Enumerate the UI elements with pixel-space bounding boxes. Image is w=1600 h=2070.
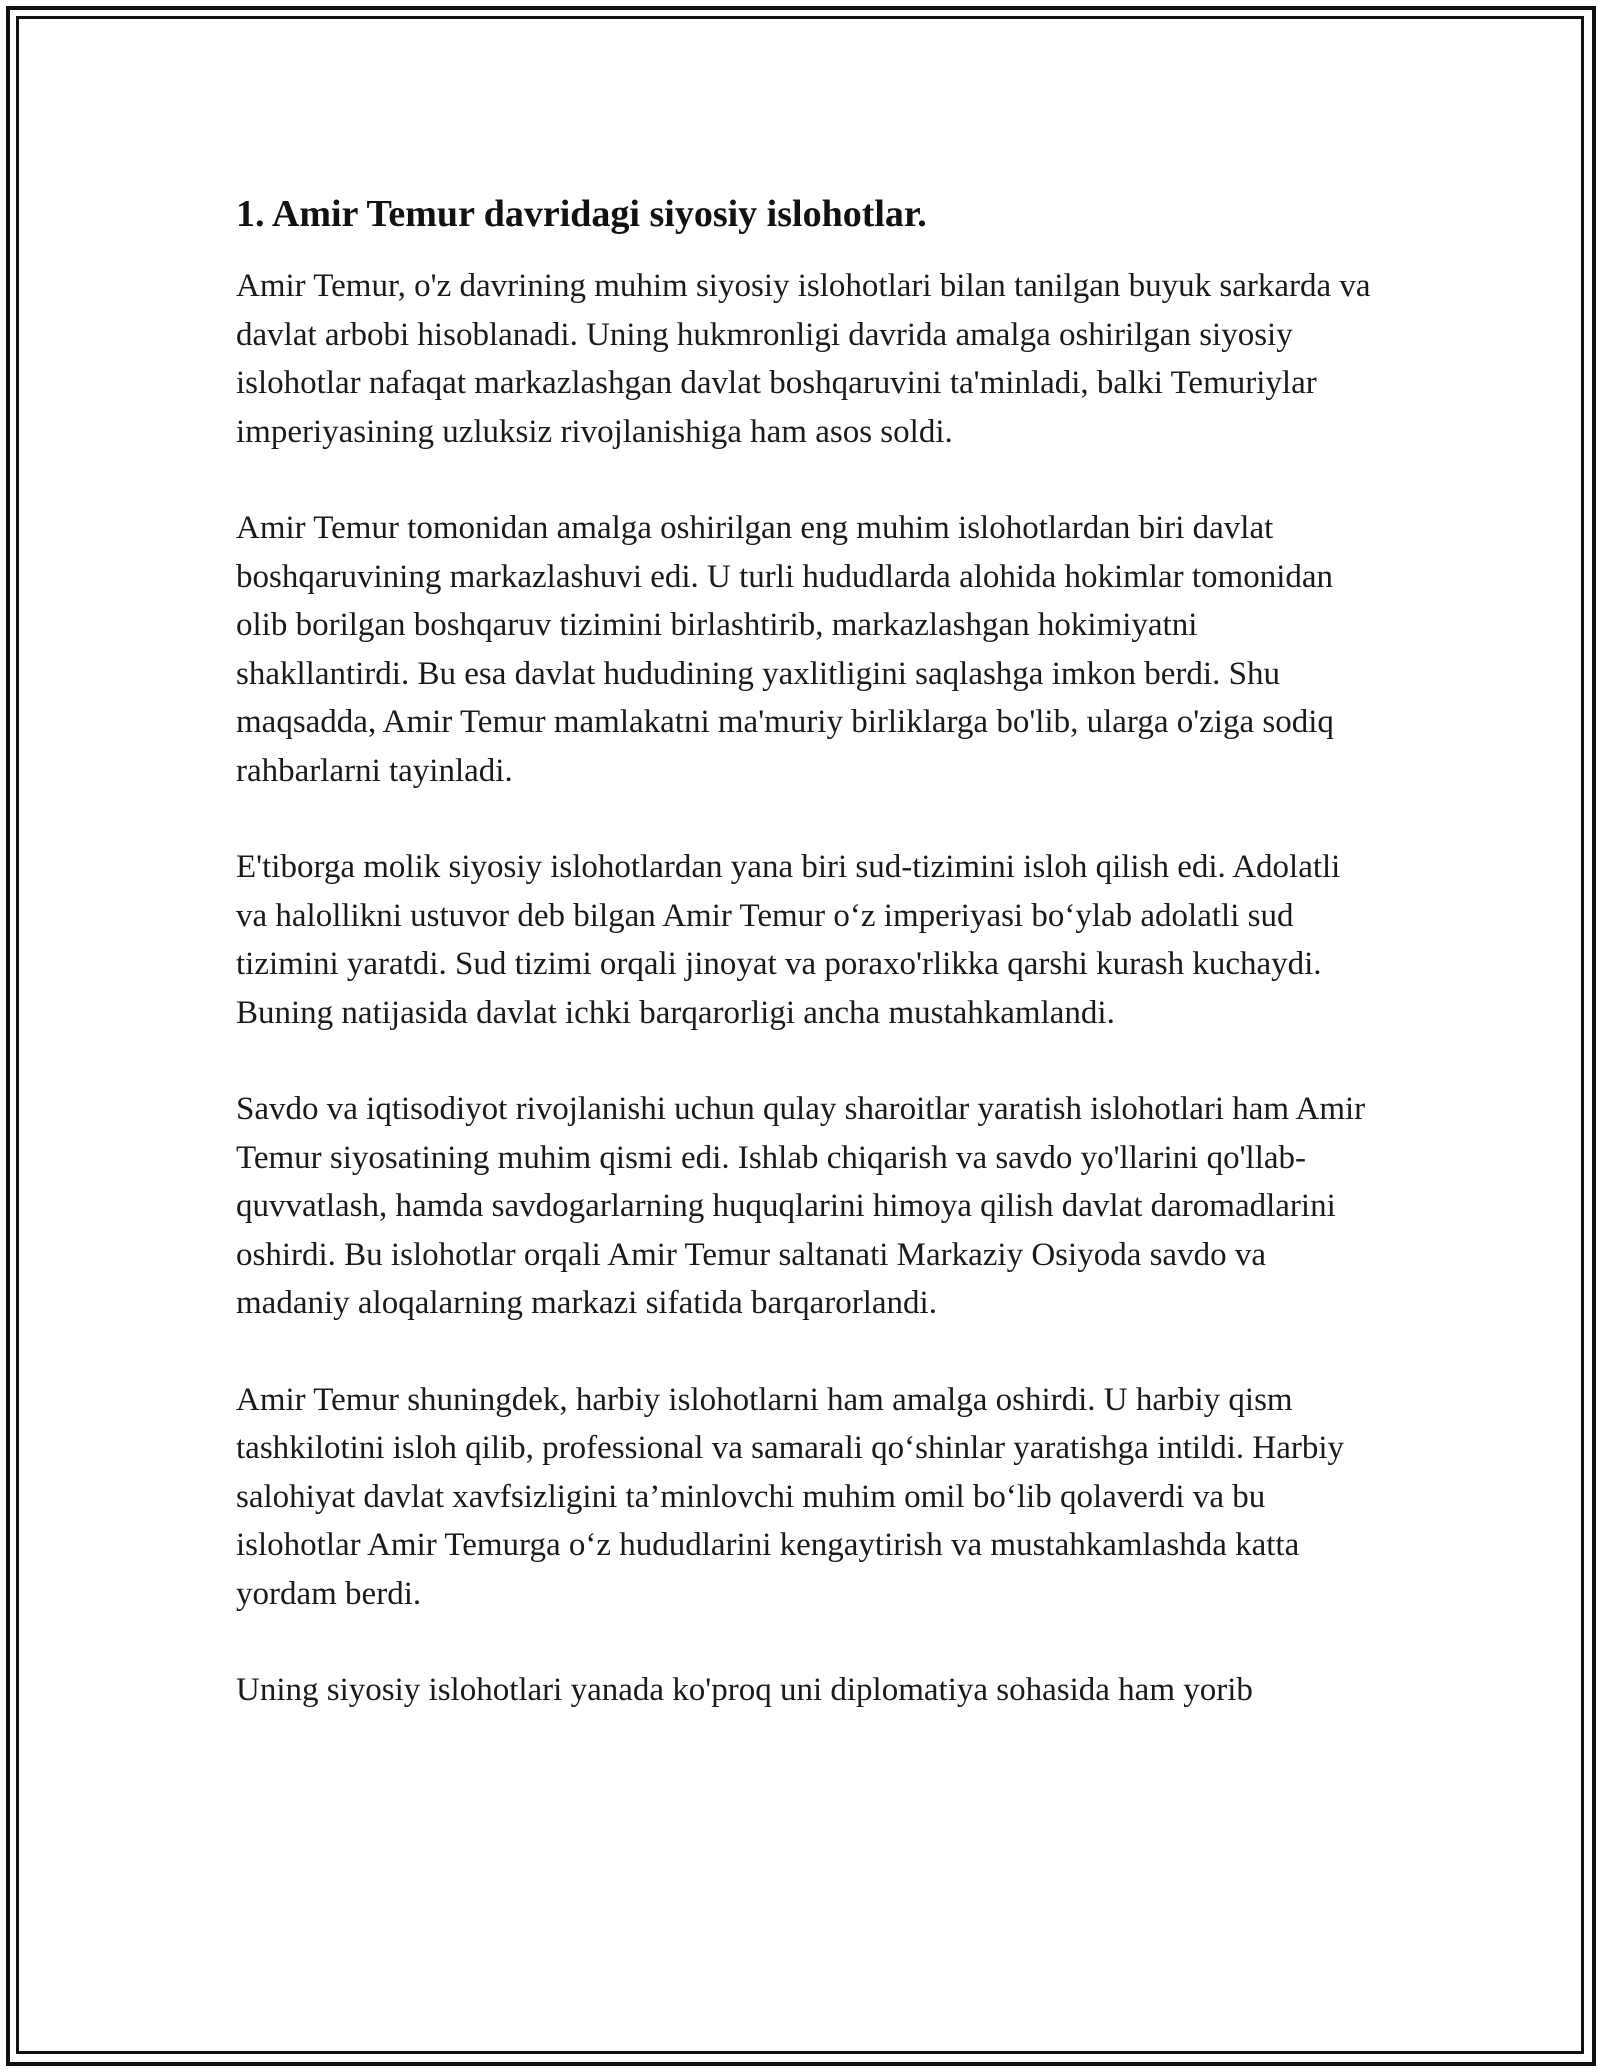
paragraph-6: Uning siyosiy islohotlari yanada ko'proq uni diplomatiya sohasida ham yorib: [236, 1672, 1253, 1708]
section-heading: 1. Amir Temur davridagi siyosiy islohotlar.: [236, 193, 927, 235]
paragraph-1: Amir Temur, o'z davrining muhim siyosiy islohotlari bilan tanilgan buyuk sarkarda va davlat arbobi hisoblanadi. Uning hukmronligi davrida amalga oshirilgan siyosiy islohotlar nafaqat markazlashgan davlat boshqaruvini ta'minladi, balki Temuriylar imperiyasining uzluksiz rivojlanishiga ham asos soldi.: [236, 268, 1371, 450]
paragraph-5: Amir Temur shuningdek, harbiy islohotlarni ham amalga oshirdi. U harbiy qism tashkilotini isloh qilib, professional va samarali qo‘shinlar yaratishga intildi. Harbiy salohiyat davlat xavfsizligini ta’minlovchi muhim omil bo‘lib qolaverdi va bu islohotlar Amir Temurga o‘z hududlarini kengaytirish va mustahkamlashda katta yordam berdi.: [236, 1381, 1345, 1612]
paragraph-4: Savdo va iqtisodiyot rivojlanishi uchun qulay sharoitlar yaratish islohotlari ham Amir Temur siyosatining muhim qismi edi. Ishlab chiqarish va savdo yo'llarini qo'llab-quvvatlash, hamda savdogarlarning huquqlarini himoya qilish davlat daromadlarini oshirdi. Bu islohotlar orqali Amir Temur saltanati Markaziy Osiyoda savdo va madaniy aloqalarning markazi sifatida barqarorlandi.: [236, 1091, 1366, 1321]
document-page: [236, 190, 1376, 1763]
paragraph-2: Amir Temur tomonidan amalga oshirilgan eng muhim islohotlardan biri davlat boshqaruvining markazlashuvi edi. U turli hududlarda alohida hokimlar tomonidan olib borilgan boshqaruv tizimini birlashtirib, markazlashgan hokimiyatni shakllantirdi. Bu esa davlat hududining yaxlitligini saqlashga imkon berdi. Shu maqsadda, Amir Temur mamlakatni ma'muriy birliklarga bo'lib, ularga o'ziga sodiq rahbarlarni tayinladi.: [236, 510, 1334, 789]
paragraph-3: E'tiborga molik siyosiy islohotlardan yana biri sud-tizimini isloh qilish edi. Adolatli va halollikni ustuvor deb bilgan Amir Temur o‘z imperiyasi bo‘ylab adolatli sud tizimini yaratdi. Sud tizimi orqali jinoyat va poraxo'rlikka qarshi kurash kuchaydi. Buning natijasida davlat ichki barqarorligi ancha mustahkamlandi.: [236, 849, 1341, 1031]
